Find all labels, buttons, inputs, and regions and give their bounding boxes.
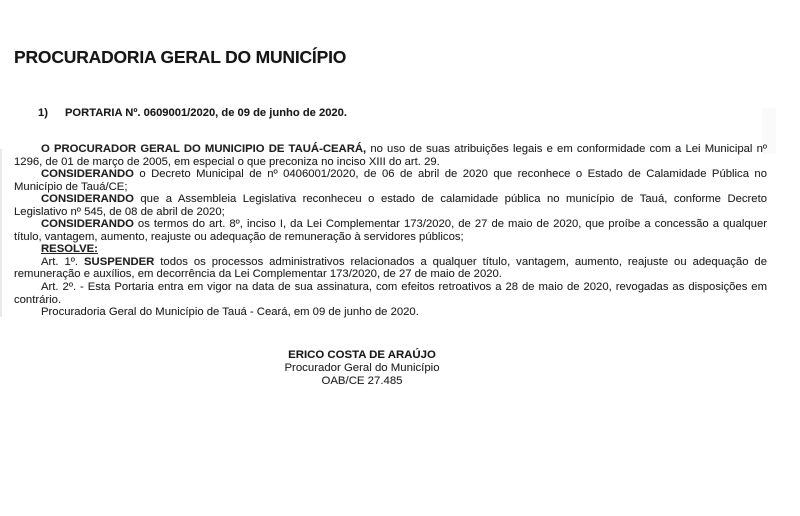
document-title: PROCURADORIA GERAL DO MUNICÍPIO: [14, 47, 347, 67]
heading-text: PORTARIA Nº. 0609001/2020, de 09 de junho de 2020.: [64, 107, 347, 119]
paragraph-run-bold: CONSIDERANDO: [41, 168, 134, 181]
paragraph: [14, 168, 767, 193]
paragraph-run: Art. 1º.: [41, 255, 85, 268]
paragraph-run: os termos do art. 8º, inciso I, da Lei Complementar 173/2020, de 27 de maio de 2020, que proíbe a concessão a qualquer título, vantagem, aumento, reajuste ou adequação de remuneração à servidores públicos;: [14, 218, 767, 243]
paragraph-run: o Decreto Municipal de nº 0406001/2020, de 06 de abril de 2020 que reconhece o Estado de Calamidade Pública no Município de Tauá/CE;: [14, 168, 767, 193]
paragraph-run-bold: CONSIDERANDO: [41, 193, 134, 206]
signature-oab: OAB/CE 27.485: [321, 375, 403, 388]
paragraph-run-bold: O PROCURADOR GERAL DO MUNICIPIO DE TAUÁ-CEARÁ,: [41, 143, 367, 155]
paragraph-run-bold: CONSIDERANDO: [41, 218, 134, 231]
paragraph: [14, 256, 767, 281]
scan-artifact-left: [0, 149, 2, 317]
paragraph-run: que a Assembleia Legislativa reconheceu o estado de calamidade pública no município de Tauá, conforme Decreto Legislativo nº 545, de 08 de abril de 2020;: [14, 193, 767, 218]
document-body: [14, 143, 767, 319]
paragraph-run: Procuradoria Geral do Município de Tauá - Ceará, em 09 de junho de 2020.: [41, 306, 419, 319]
signature-name: ERICO COSTA DE ARAÚJO: [288, 349, 436, 361]
paragraph-run: todos os processos administrativos relacionados a qualquer título, vantagem, aumento, reajuste ou adequação de remuneração e auxílios, em decorrência da Lei Complementar 173/2020, de 27 de maio de 2020.: [14, 255, 767, 281]
signature-role: Procurador Geral do Município: [284, 362, 440, 375]
paragraph-run: Art. 2º. - Esta Portaria entra em vigor na data de sua assinatura, com efeitos retroativos a 28 de maio de 2020, revogadas as disposições em contrário.: [14, 281, 767, 306]
heading-number: 1): [38, 107, 48, 119]
paragraph: [14, 281, 767, 306]
paragraph-run: no uso de suas atribuições legais e em conformidade com a Lei Municipal nº 1296, de 01 de março de 2005, em especial o que preconiza no inciso XIII do art. 29.: [14, 143, 767, 168]
paragraph: [14, 143, 767, 168]
signature-block: [0, 349, 724, 389]
paragraph: [14, 243, 767, 256]
paragraph-run-bold: SUSPENDER: [84, 255, 155, 268]
paragraph: [14, 193, 767, 218]
paragraph: [14, 218, 767, 243]
paragraph: [14, 306, 767, 319]
portaria-heading: [38, 107, 347, 119]
paragraph-run-bold: RESOLVE:: [41, 243, 98, 256]
